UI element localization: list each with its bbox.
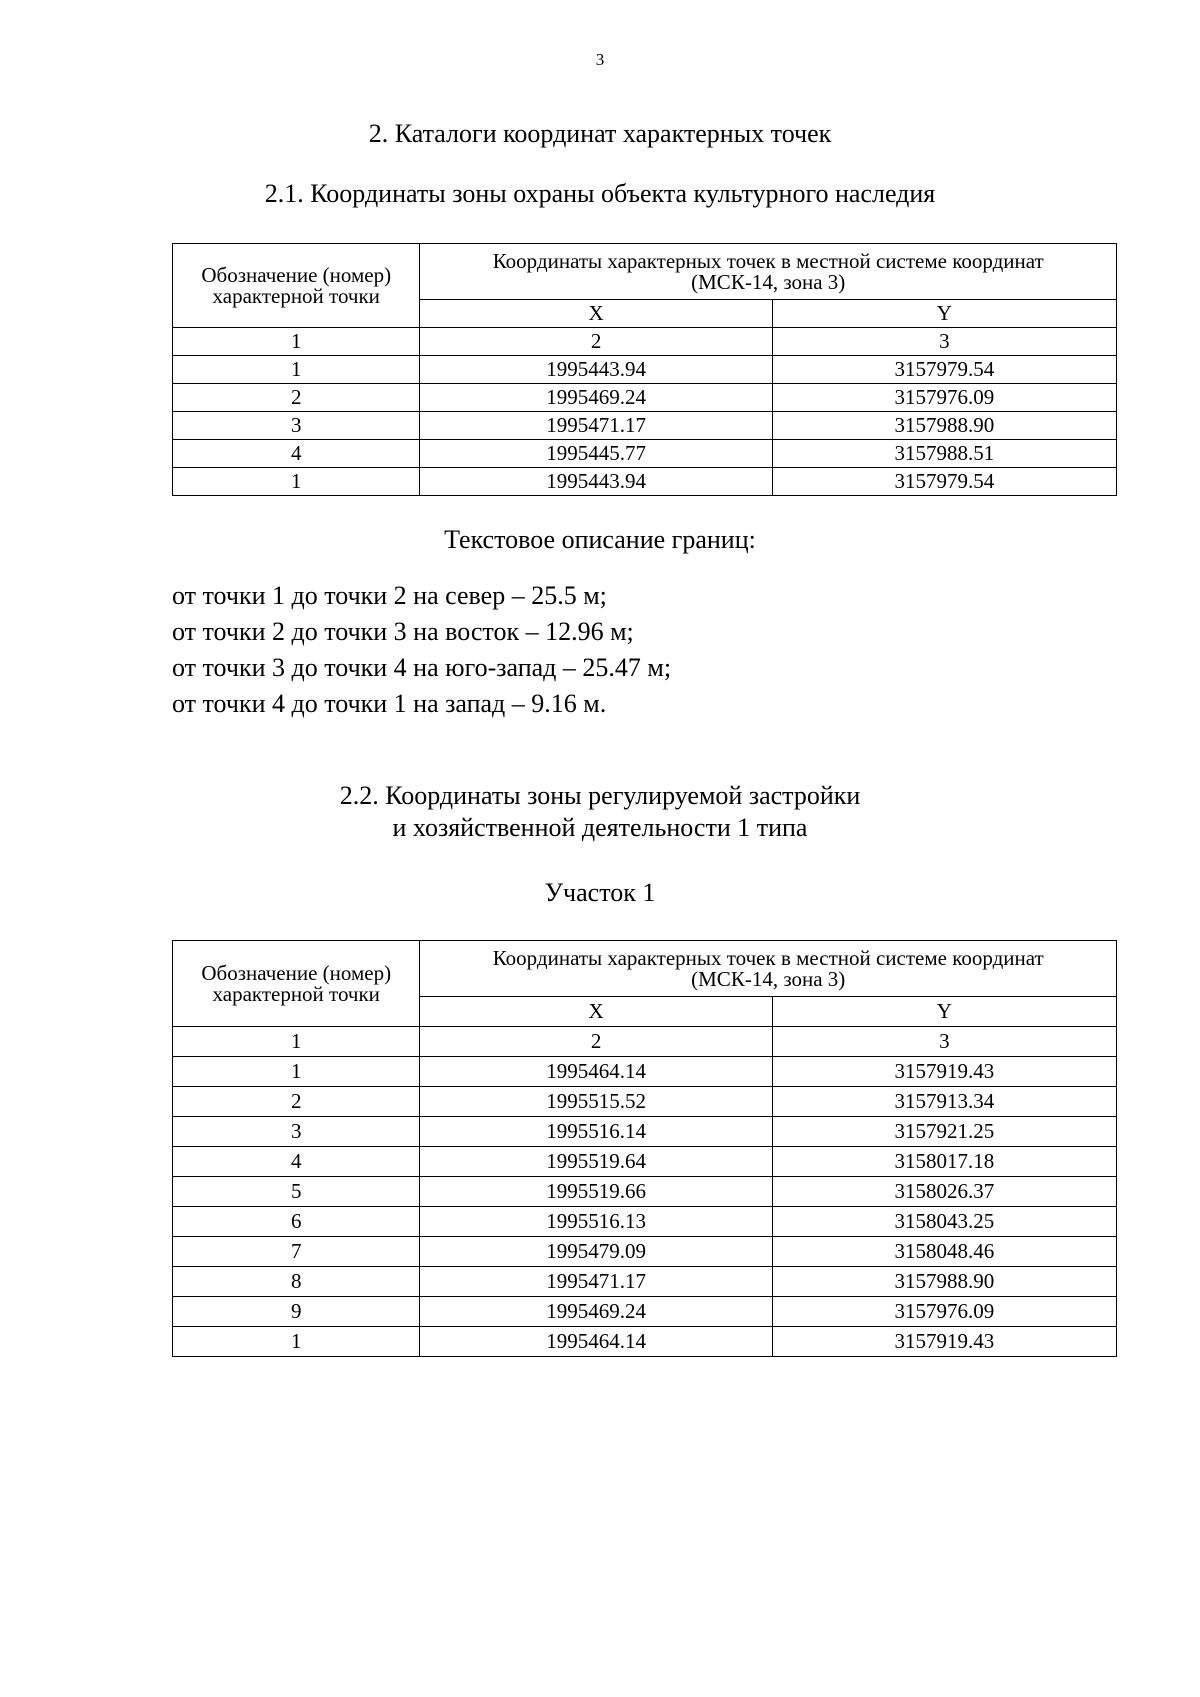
coordinates-table-2 [172, 940, 1117, 1357]
cell-point: 1 [173, 1327, 420, 1357]
cell-point: 3 [173, 1117, 420, 1147]
table-row [173, 384, 1117, 412]
table-row [173, 412, 1117, 440]
boundary-line: от точки 2 до точки 3 на восток – 12.96 м; [172, 617, 634, 646]
cell-y: 3158048.46 [772, 1237, 1116, 1267]
table-row [173, 1207, 1117, 1237]
header-x: X [420, 997, 772, 1027]
cell-x: 1995519.66 [420, 1177, 772, 1207]
boundary-description [172, 578, 671, 722]
cell-y: 3157921.25 [772, 1117, 1116, 1147]
cell-y: 3157976.09 [772, 384, 1116, 412]
header-point-designation: Обозначение (номер) характерной точки [173, 244, 420, 328]
cell-x: 1995469.24 [420, 1297, 772, 1327]
cell-point: 2 [173, 384, 420, 412]
cell-x: 1995471.17 [420, 412, 772, 440]
header-point-designation: Обозначение (номер) характерной точки [173, 941, 420, 1027]
page-number: 3 [595, 50, 605, 69]
section-title: 2. Каталоги координат характерных точек [368, 119, 832, 148]
boundary-line: от точки 1 до точки 2 на север – 25.5 м; [172, 581, 607, 610]
cell-x: 1995516.14 [420, 1117, 772, 1147]
cell-y: 3157979.54 [772, 468, 1116, 496]
cell-x: 1995443.94 [420, 356, 772, 384]
cell-y: 3158043.25 [772, 1207, 1116, 1237]
table-row [173, 1147, 1117, 1177]
header-coordinates: Координаты характерных точек в местной системе координат (МСК-14, зона 3) [420, 941, 1117, 997]
cell-x: 1995469.24 [420, 384, 772, 412]
cell-y: 3157988.90 [772, 1267, 1116, 1297]
plot-title: Участок 1 [544, 878, 656, 907]
cell-x: 1995516.13 [420, 1207, 772, 1237]
cell-y: 3157913.34 [772, 1087, 1116, 1117]
subsection-1-title: 2.1. Координаты зоны охраны объекта культурного наследия [264, 179, 936, 208]
cell-x: 1995471.17 [420, 1267, 772, 1297]
cell-y: 3157988.90 [772, 412, 1116, 440]
cell-point: 3 [173, 412, 420, 440]
cell-y: 3157976.09 [772, 1297, 1116, 1327]
cell-y: 3157979.54 [772, 356, 1116, 384]
cell-point: 7 [173, 1237, 420, 1267]
cell-point: 1 [173, 468, 420, 496]
cell-x: 1995445.77 [420, 440, 772, 468]
header-coordinates: Координаты характерных точек в местной системе координат (МСК-14, зона 3) [420, 244, 1117, 300]
cell-x: 1995515.52 [420, 1087, 772, 1117]
cell-point: 5 [173, 1177, 420, 1207]
table-row [173, 1267, 1117, 1297]
boundary-line: от точки 4 до точки 1 на запад – 9.16 м. [172, 689, 607, 718]
header-x: X [420, 300, 772, 328]
column-number-row: 1 2 3 [173, 328, 1117, 356]
table-row [173, 1057, 1117, 1087]
cell-point: 2 [173, 1087, 420, 1117]
cell-point: 1 [173, 1057, 420, 1087]
cell-y: 3157988.51 [772, 440, 1116, 468]
cell-x: 1995464.14 [420, 1327, 772, 1357]
cell-point: 4 [173, 440, 420, 468]
cell-y: 3158026.37 [772, 1177, 1116, 1207]
cell-x: 1995464.14 [420, 1057, 772, 1087]
table-row [173, 468, 1117, 496]
table-row [173, 1237, 1117, 1267]
boundary-description-title: Текстовое описание границ: [444, 525, 756, 554]
table-row [173, 1327, 1117, 1357]
table-row [173, 1087, 1117, 1117]
table-row [173, 356, 1117, 384]
cell-point: 6 [173, 1207, 420, 1237]
cell-y: 3157919.43 [772, 1057, 1116, 1087]
cell-x: 1995479.09 [420, 1237, 772, 1267]
column-number-row: 1 2 3 [173, 1027, 1117, 1057]
cell-point: 9 [173, 1297, 420, 1327]
coordinates-table-1 [172, 243, 1117, 496]
cell-y: 3158017.18 [772, 1147, 1116, 1177]
cell-point: 8 [173, 1267, 420, 1297]
table-row [173, 1117, 1117, 1147]
cell-x: 1995519.64 [420, 1147, 772, 1177]
header-y: Y [772, 300, 1116, 328]
table-row [173, 1297, 1117, 1327]
table-row [173, 1177, 1117, 1207]
table-row [173, 440, 1117, 468]
cell-y: 3157919.43 [772, 1327, 1116, 1357]
header-y: Y [772, 997, 1116, 1027]
cell-point: 4 [173, 1147, 420, 1177]
cell-point: 1 [173, 356, 420, 384]
subsection-2-title: 2.2. Координаты зоны регулируемой застройки и хозяйственной деятельности 1 типа [339, 781, 861, 842]
boundary-line: от точки 3 до точки 4 на юго-запад – 25.47 м; [172, 653, 672, 682]
cell-x: 1995443.94 [420, 468, 772, 496]
